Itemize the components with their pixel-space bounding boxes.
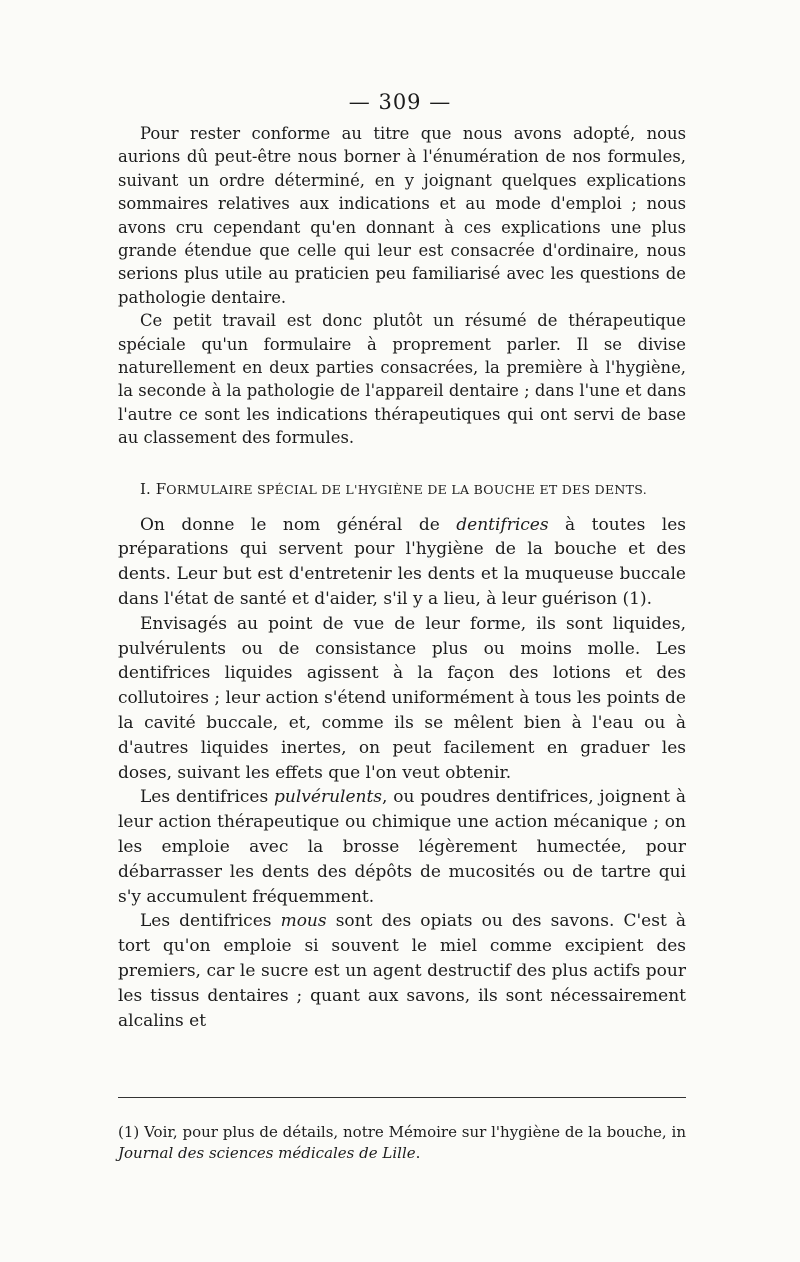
intro-paragraph-2: Ce petit travail est donc plutôt un résumé de thérapeutique spéciale qu'un formulaire à proprement parler. Il se divise naturellement en deux parties consacrées, la première à l'hygiène, la seconde à la pathologie de l'appareil dentaire ; dans l'une et dans l'autre ce sont les indications thérapeutiques qui ont servi de base au classement des formules. xyxy=(118,311,686,448)
section-paragraph-4 xyxy=(118,909,686,1033)
text-run: sont des opiats ou des savons. C'est à tort qu'on emploie si souvent le miel comme excipient des premiers, car le sucre est un agent destructif des plus actifs pour les tissus dentaires ; quant aux savons, ils sont nécessairement alcalins et xyxy=(118,911,686,1031)
text-run: à toutes les préparations qui servent pour l'hygiène de la bouche et des dents. Leur but est d'entretenir les dents et la muqueuse buccale dans l'état de santé et d'aider, s'il y a lieu, à leur guérison (1). xyxy=(118,514,687,610)
section-paragraph-3 xyxy=(118,785,686,909)
intro-paragraph-1: Pour rester conforme au titre que nous avons adopté, nous aurions dû peut-être nous borner à l'énumération de nos formules, suivant un ordre déterminé, en y joignant quelques explications sommaires relatives aux indications et au mode d'emploi ; nous avons cru cependant qu'en donnant à ces explications une plus grande étendue que celle qui leur est consacrée d'ordinaire, nous serions plus utile au praticien peu familiarisé avec les questions de pathologie dentaire. xyxy=(118,124,686,307)
footnote-divider xyxy=(118,1097,686,1098)
footnote-text: (1) Voir, pour plus de détails, notre Mémoire sur l'hygiène de la bouche, in xyxy=(118,1123,686,1141)
section-heading xyxy=(118,478,686,501)
text-run: Les dentifrices xyxy=(140,787,275,808)
section-paragraph-1 xyxy=(118,513,686,612)
italic-term: pulvérulents xyxy=(274,787,383,808)
section-body xyxy=(118,513,686,1034)
footnote-journal-title: Journal des sciences médicales de Lille xyxy=(118,1144,416,1162)
page-number: — 309 — xyxy=(348,90,452,114)
section-title-initial: F xyxy=(155,479,167,498)
text-run: , ou poudres dentifrices, joignent à leur action thérapeutique ou chimique une action mécanique ; on les emploie avec la brosse légèrement humectée, pour débarrasser les dents des dépôts de mucosités ou de tartre qui s'y accumulent fréquemment. xyxy=(118,787,686,907)
text-run: On donne le nom général de xyxy=(140,514,457,535)
text-run: Les dentifrices xyxy=(140,911,281,932)
italic-term: dentifrices xyxy=(456,514,549,535)
main-text xyxy=(118,122,686,1033)
section-number: I. xyxy=(140,479,151,498)
footnote-end: . xyxy=(415,1144,421,1162)
italic-term: mous xyxy=(280,911,327,932)
section-title-rest: ORMULAIRE SPÉCIAL DE L'HYGIÈNE DE LA BOUCHE ET DES DENTS. xyxy=(166,481,647,497)
section-paragraph-2: Envisagés au point de vue de leur forme, ils sont liquides, pulvérulents ou de consistance plus ou moins molle. Les dentifrices liquides agissent à la façon des lotions et des collutoires ; leur action s'étend uniformément à tous les points de la cavité buccale, et, comme ils se mêlent bien à l'eau ou à d'autres liquides inertes, on peut facilement en graduer les doses, suivant les effets que l'on veut obtenir. xyxy=(118,613,686,783)
footnote xyxy=(118,1122,686,1164)
